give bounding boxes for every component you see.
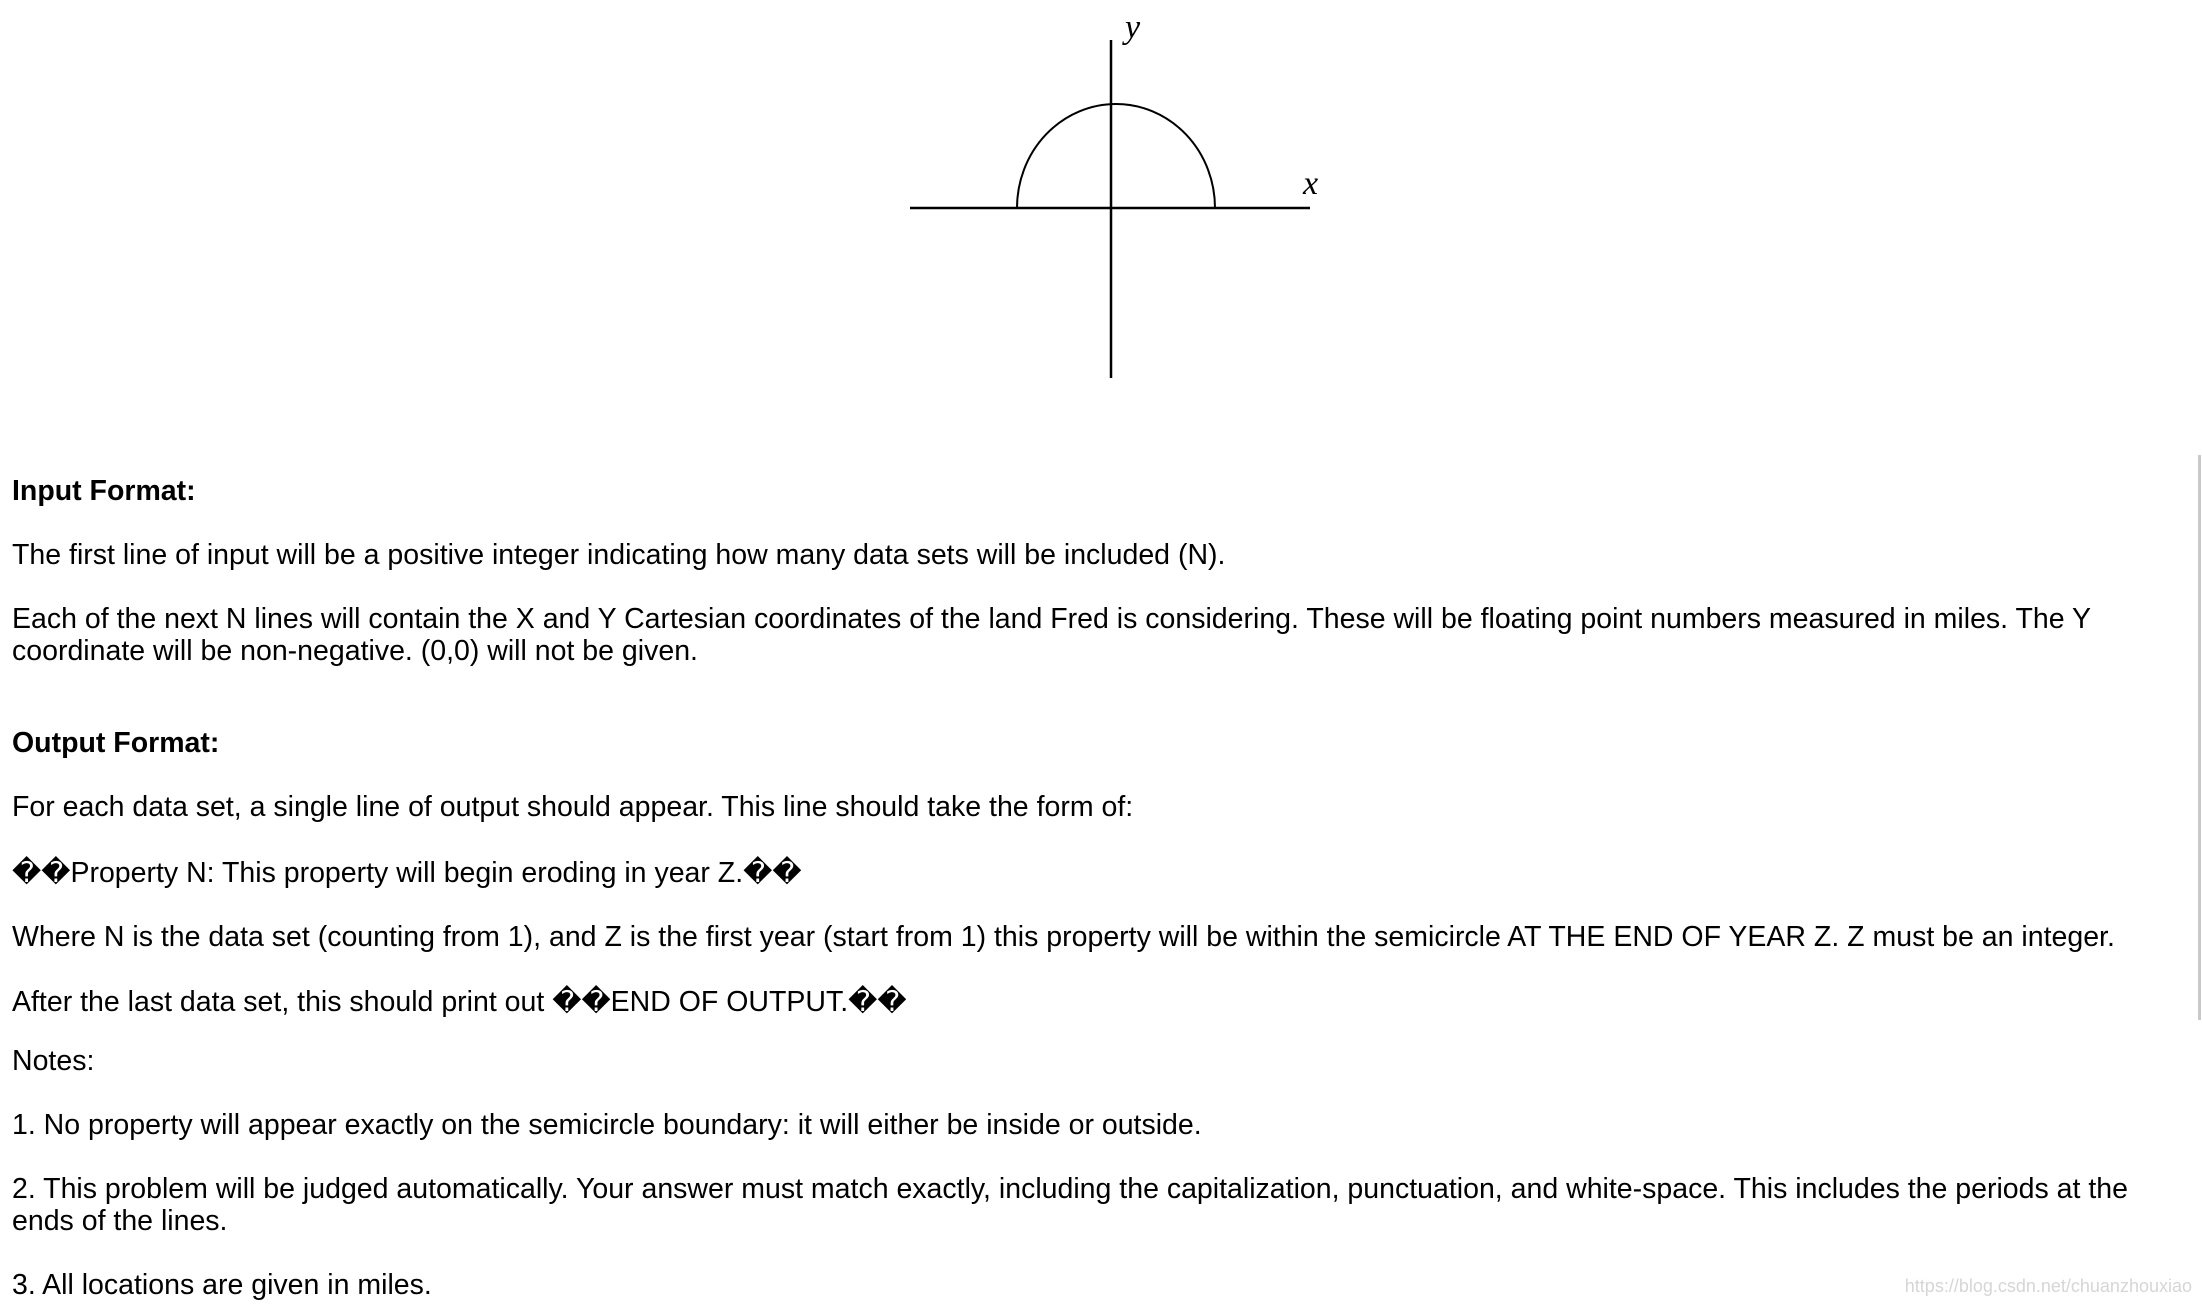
output-format-paragraph-3: After the last data set, this should print out ��END OF OUTPUT.�� — [12, 986, 907, 1018]
note-item-1: 1. No property will appear exactly on the semicircle boundary: it will either be inside or outside. — [12, 1109, 1202, 1141]
note-item-2: 2. This problem will be judged automatically. Your answer must match exactly, including the capitalization, punctuation, and white-space. This includes the periods at the ends of the lines. — [12, 1173, 2128, 1237]
semicircle-arc — [1017, 104, 1215, 208]
output-format-paragraph-1: For each data set, a single line of output should appear. This line should take the form of: — [12, 791, 1134, 823]
output-template-line: ��Property N: This property will begin eroding in year Z.�� — [12, 857, 802, 889]
input-format-paragraph-1: The first line of input will be a positive integer indicating how many data sets will be included (N). — [12, 539, 1226, 571]
x-axis-label: x — [1303, 165, 1319, 202]
note-item-3: 3. All locations are given in miles. — [12, 1269, 432, 1301]
notes-heading: Notes: — [12, 1045, 95, 1077]
semicircle-figure — [880, 0, 1340, 390]
semicircle-diagram — [880, 0, 1340, 390]
y-axis-label: y — [1125, 9, 1141, 46]
watermark-url: https://blog.csdn.net/chuanzhouxiao — [1904, 1276, 2192, 1296]
scrollbar-edge[interactable] — [2198, 455, 2201, 1020]
output-format-heading: Output Format: — [12, 727, 220, 759]
output-format-paragraph-2: Where N is the data set (counting from 1), and Z is the first year (start from 1) this property will be within the semicircle AT THE END OF YEAR Z. Z must be an integer. — [12, 921, 2115, 953]
input-format-heading: Input Format: — [12, 475, 196, 507]
input-format-paragraph-2: Each of the next N lines will contain the X and Y Cartesian coordinates of the land Fred is considering. These will be floating point numbers measured in miles. The Y coordinate will be non-negative. (0,0) will not be given. — [12, 603, 2091, 667]
